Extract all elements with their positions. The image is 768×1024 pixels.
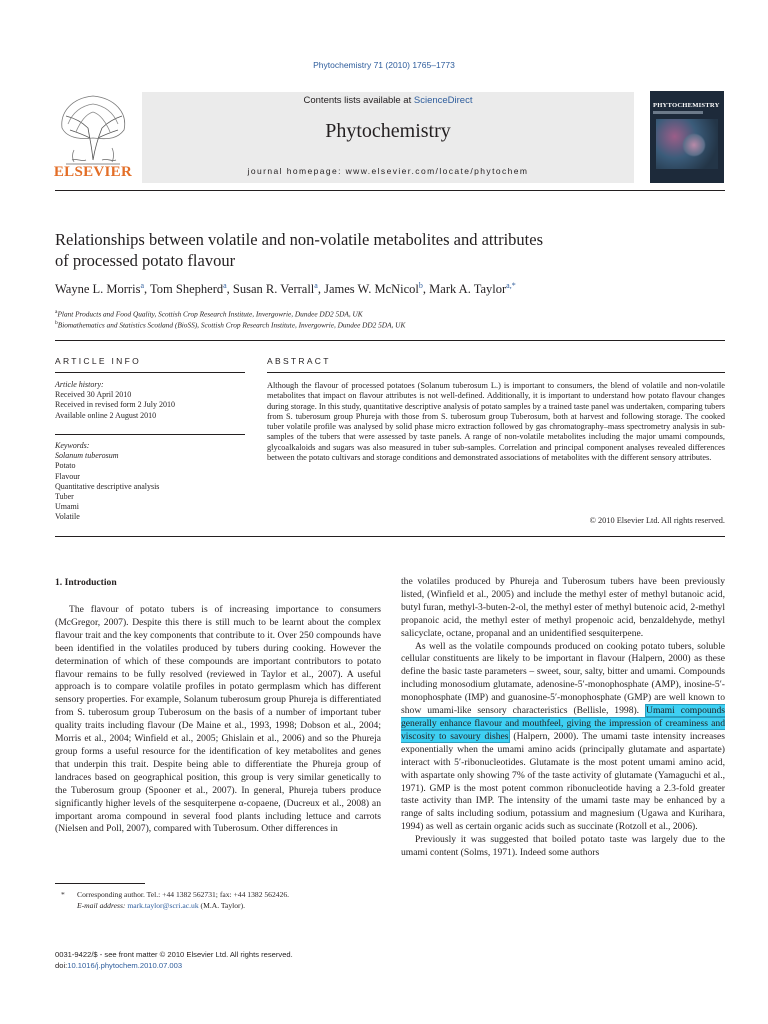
abstract-bottom-rule (55, 536, 725, 537)
author-affil-mark[interactable]: a,* (506, 281, 516, 290)
intro-left-column (55, 604, 381, 836)
author: Mark A. Taylor (429, 282, 507, 297)
keyword: Umami (55, 502, 79, 512)
author-affil-mark[interactable]: a (140, 281, 144, 290)
email-link[interactable]: mark.taylor@scri.ac.uk (127, 900, 199, 910)
article-info-heading: ARTICLE INFO (55, 356, 142, 366)
keyword: Tuber (55, 492, 74, 502)
cover-strip (653, 111, 703, 114)
keyword: Potato (55, 461, 76, 471)
doi-link[interactable]: 10.1016/j.phytochem.2010.07.003 (67, 960, 183, 970)
footnote-rule (55, 883, 145, 884)
author-affil-mark[interactable]: b (418, 281, 423, 290)
author: Susan R. Verrall (232, 282, 315, 297)
author: James W. McNicol (324, 282, 419, 297)
abstract-text: Although the flavour of processed potatoes (Solanum tuberosum L.) is important to consumers, the blend of volatile and non-volatile metabolites that impact on flavour attributes is not well-defined. Additionally, it is important to understand how potato flavour changes during storage. In this study, quantitative descriptive analysis of potato samples by a trained taste panel was undertaken, comparing tubers from S. tuberosum group Phureja with those from S. tuberosum group Tuberosum, both at harvest and following storage. The cooked tuber volatile profile was analysed by solid phase micro extraction followed by gas chromatography–mass spectrometry analysis in sub-samples of the tubers that were assessed by taste panels. A range of non-volatile metabolites including the major umami compounds, glycoalkaloids and sugars was also measured in tuber sub-samples. Correlation and principal component analyses revealed differences between the potato cultivars and storage conditions and demonstrated associations of metabolites with the different sensory attributes. (267, 381, 725, 462)
keyword: Flavour (55, 471, 80, 481)
journal-homepage[interactable]: journal homepage: www.elsevier.com/locate/phytochem (247, 166, 529, 176)
contents-line (142, 95, 634, 106)
cover-title: PHYTOCHEMISTRY (653, 102, 720, 109)
author: Tom Shepherd (150, 282, 224, 297)
affiliation: $^a$Plant Products and Food Quality, Scottish Crop Research Institute, Invergowrie, Dundee DD2 5DA, UK (55, 309, 363, 319)
journal-title: Phytochemistry (325, 120, 451, 142)
highlighted-text[interactable]: Umami compounds generally enhance flavour and mouthfeel, giving the impression of creaminess and viscosity to savoury dishes (401, 705, 725, 742)
article-info-rule (55, 372, 245, 373)
paragraph: As well as the volatile compounds produced on cooking potato tubers, soluble cellular constituents are likely to be important in flavour (Halpern, 2000) as these define the basic taste parameters – sweet, sour, salty, bitter and umami. Compounds including monosodium glutamate, adenosine-5′-monophosphate (AMP), inosine-5′-monophosphate (IMP) and guanosine-5′-monophosphate (GMP) are well known to show umami-like sensory characteristics (Bellisle, 1998). Umami compounds generally enhance flavour and mouthfeel, giving the impression of creaminess and viscosity to savoury dishes (Halpern, 2000). The umami taste intensity increases exponentially when the umami amino acids (principally glutamate and aspartate) interact with 5′-ribonucleotides. Glutamate is the most potent umami amino acid, with aspartate only showing 7% of the taste activity of glutamate (Yamaguchi et al., 1971). GMP is the most potent common ribonucleotide having a 2.3-fold greater taste activity than IMP. The intensity of the umami taste may be enhanced by a range of salts including sodium, potassium and magnesium (Ugawa and Kurihara, 1994) as well as certain organic acids such as succinate (Rotzoll et al., 2006). (401, 640, 725, 833)
affiliation-rule (55, 340, 725, 341)
keyword: Volatile (55, 512, 80, 522)
section-heading: 1. Introduction (55, 577, 117, 588)
intro-right-column (401, 576, 725, 860)
publisher-name: ELSEVIER (53, 164, 133, 180)
sciencedirect-link[interactable]: ScienceDirect (413, 95, 473, 106)
paragraph: the volatiles produced by Phureja and Tuberosum tubers have been previously listed, (Winfield et al., 2005) and include the methyl ester of methyl butanoic acid, butyl furan, methyl-3-buten-2-ol, the methyl ester of methyl butenoic acid, 2-methyl propanoic acid, the methyl ester of methyl propenoic acid, benzaldehyde, methyl salicyclate, octane, propanal and an unidentified sesquiterpene. (401, 576, 725, 639)
copyright: © 2010 Elsevier Ltd. All rights reserved. (589, 516, 725, 525)
keywords-list: Keywords: Solanum tuberosum Potato Flavour Quantitative descriptive analysis Tuber Umami Volatile (55, 441, 245, 523)
author: Wayne L. Morris (55, 282, 141, 297)
cover-picture (656, 119, 718, 169)
author-affil-mark[interactable]: a (223, 281, 227, 290)
keyword: Quantitative descriptive analysis (55, 481, 160, 491)
keywords-rule (55, 434, 245, 435)
abstract-rule (267, 372, 725, 373)
journal-cover-image (650, 91, 724, 183)
paragraph: The flavour of potato tubers is of increasing importance to consumers (McGregor, 2007). Despite this there is still much to be learnt about the complex flavour trait and the key components that contribute to it. Over 250 compounds have been identified in the volatiles produced by tubers during cooking. However the determination of which of these compounds are important contributors to potato flavour remains to be fully resolved (reviewed in Taylor et al., 2007). A useful approach is to compare volatile profiles in potato germplasm which has different sensory properties. For example, Solanum tuberosum group Phureja is differentiated from S. tuberosum group Tuberosum on the basis of a number of important tuber quality traits including flavour (De Maine et al., 1993, 1998; Dobson et al., 2004; Morris et al., 2004; Winfield et al., 2005; Ghislain et al., 2006) and so the Phureja group forms a useful resource for the identification of key metabolites and genes that underpin this trait. Despite being able to differentiate the Phureja group of landraces based on geographical position, this group is very similar genetically to the Tuberosum group (Spooner et al., 2007). In general, Phureja tubers produce significantly higher levels of the sesquiterpene α-copaene, (Ducreux et al., 2008) an important aroma compound in several food plants including lettuce and carrots (Nielsen and Poll, 2007), compared with Tuberosum. Other differences in (55, 604, 381, 835)
page-footer: 0031-9422/$ - see front matter © 2010 Elsevier Ltd. All rights reserved. doi:10.1016/j.phytochem.2010.07.003 (55, 950, 293, 970)
author-affil-mark[interactable]: a (314, 281, 318, 290)
affiliation: $^b$Biomathematics and Statistics Scotland (BioSS), Scottish Crop Research Institute, Invergowrie, Dundee DD2 5DA, UK (55, 320, 406, 330)
corresponding-author-footnote: * Corresponding author. Tel.: +44 1382 562731; fax: +44 1382 562426. E-mail address: mark.taylor@scri.ac.uk (M.A. Taylor). (61, 890, 290, 910)
article-title (55, 229, 725, 271)
article-title-line2: of processed potato flavour (55, 251, 236, 270)
abstract-heading: ABSTRACT (267, 356, 331, 366)
paragraph: Previously it was suggested that boiled potato taste was largely due to the umami content (Solms, 1971). Indeed some authors (401, 834, 725, 859)
header-rule (55, 190, 725, 191)
contents-prefix: Contents lists available at (303, 95, 414, 106)
article-history: Article history: Received 30 April 2010 Received in revised form 2 July 2010 Available online 2 August 2010 (55, 380, 175, 420)
article-title-line1: Relationships between volatile and non-volatile metabolites and attributes (55, 230, 543, 249)
keyword: Solanum tuberosum (55, 451, 119, 461)
journal-reference-link[interactable]: Phytochemistry 71 (2010) 1765–1773 (313, 60, 455, 70)
author-list: Wayne L. Morris$^a$, Tom Shepherd$^a$, Susan R. Verrall$^a$, James W. McNicol$^b$, Mark A. Taylor$^{a,*}$ (55, 281, 516, 297)
